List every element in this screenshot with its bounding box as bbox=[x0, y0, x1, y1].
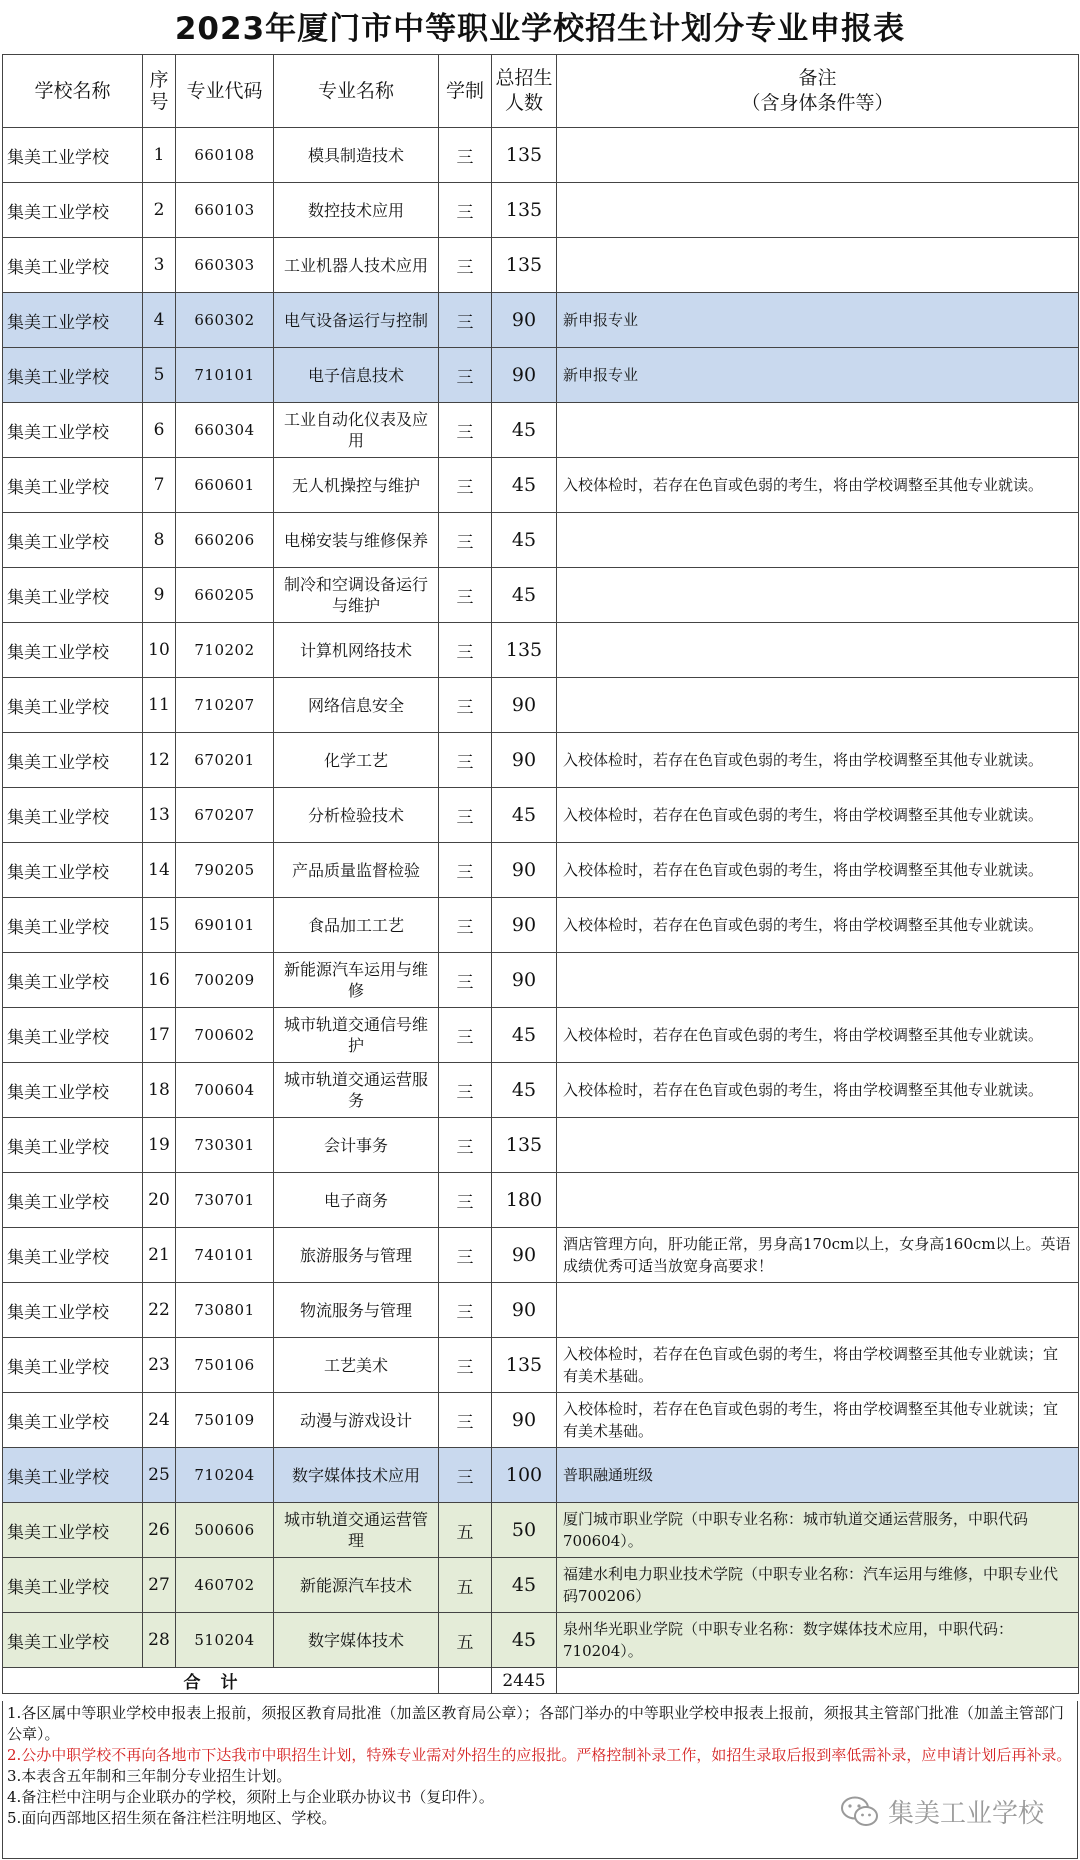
cell-count: 45 bbox=[492, 1558, 557, 1613]
cell-seq: 11 bbox=[143, 678, 176, 733]
cell-note: 入校体检时，若存在色盲或色弱的考生，将由学校调整至其他专业就读；宜有美术基础。 bbox=[557, 1393, 1079, 1448]
cell-school: 集美工业学校 bbox=[3, 183, 143, 238]
cell-code: 750109 bbox=[176, 1393, 274, 1448]
cell-major: 城市轨道交通信号维护 bbox=[274, 1008, 439, 1063]
table-row bbox=[3, 898, 1079, 953]
cell-major: 计算机网络技术 bbox=[274, 623, 439, 678]
table-row bbox=[3, 1063, 1079, 1118]
table-row bbox=[3, 788, 1079, 843]
table-row bbox=[3, 403, 1079, 458]
cell-system: 三 bbox=[439, 843, 492, 898]
cell-count: 90 bbox=[492, 733, 557, 788]
watermark-text: 集美工业学校 bbox=[887, 1799, 1044, 1829]
cell-count: 100 bbox=[492, 1448, 557, 1503]
cell-note bbox=[557, 183, 1079, 238]
cell-count: 45 bbox=[492, 1063, 557, 1118]
table-row bbox=[3, 1558, 1079, 1613]
cell-major: 城市轨道交通运营管理 bbox=[274, 1503, 439, 1558]
table-row bbox=[3, 1393, 1079, 1448]
footnote-item: 1.各区属中等职业学校申报表上报前，须报区教育局批准（加盖区教育局公章）；各部门举办的中等职业学校申报表上报前，须报其主管部门批准（加盖主管部门公章）。 bbox=[7, 1704, 1064, 1743]
cell-school: 集美工业学校 bbox=[3, 1173, 143, 1228]
cell-major: 工艺美术 bbox=[274, 1338, 439, 1393]
cell-school: 集美工业学校 bbox=[3, 898, 143, 953]
cell-note: 入校体检时，若存在色盲或色弱的考生，将由学校调整至其他专业就读。 bbox=[557, 843, 1079, 898]
cell-major: 电气设备运行与控制 bbox=[274, 293, 439, 348]
cell-code: 700602 bbox=[176, 1008, 274, 1063]
table-row bbox=[3, 1228, 1079, 1283]
cell-system: 三 bbox=[439, 898, 492, 953]
cell-seq: 24 bbox=[143, 1393, 176, 1448]
cell-code: 710204 bbox=[176, 1448, 274, 1503]
cell-system: 五 bbox=[439, 1558, 492, 1613]
cell-count: 45 bbox=[492, 568, 557, 623]
footnotes bbox=[2, 1701, 1078, 1859]
cell-school: 集美工业学校 bbox=[3, 1558, 143, 1613]
cell-school: 集美工业学校 bbox=[3, 1118, 143, 1173]
cell-note: 福建水利电力职业技术学院（中职专业名称：汽车运用与维修，中职专业代码700206） bbox=[557, 1558, 1079, 1613]
cell-system: 三 bbox=[439, 678, 492, 733]
header-remark bbox=[557, 55, 1079, 128]
table-row bbox=[3, 843, 1079, 898]
cell-count: 135 bbox=[492, 623, 557, 678]
cell-note bbox=[557, 238, 1079, 293]
cell-code: 500606 bbox=[176, 1503, 274, 1558]
cell-seq: 2 bbox=[143, 183, 176, 238]
cell-major: 物流服务与管理 bbox=[274, 1283, 439, 1338]
cell-note: 入校体检时，若存在色盲或色弱的考生，将由学校调整至其他专业就读。 bbox=[557, 733, 1079, 788]
table-row bbox=[3, 678, 1079, 733]
cell-code: 660304 bbox=[176, 403, 274, 458]
table-row bbox=[3, 513, 1079, 568]
cell-count: 135 bbox=[492, 183, 557, 238]
cell-count: 90 bbox=[492, 953, 557, 1008]
cell-school: 集美工业学校 bbox=[3, 568, 143, 623]
cell-count: 90 bbox=[492, 898, 557, 953]
cell-note: 入校体检时，若存在色盲或色弱的考生，将由学校调整至其他专业就读。 bbox=[557, 458, 1079, 513]
cell-system: 三 bbox=[439, 1008, 492, 1063]
cell-school: 集美工业学校 bbox=[3, 623, 143, 678]
cell-count: 135 bbox=[492, 238, 557, 293]
cell-seq: 27 bbox=[143, 1558, 176, 1613]
cell-note bbox=[557, 953, 1079, 1008]
cell-system: 三 bbox=[439, 568, 492, 623]
cell-code: 730301 bbox=[176, 1118, 274, 1173]
cell-code: 660303 bbox=[176, 238, 274, 293]
cell-major: 城市轨道交通运营服务 bbox=[274, 1063, 439, 1118]
cell-system: 三 bbox=[439, 1118, 492, 1173]
table-row bbox=[3, 458, 1079, 513]
table-row bbox=[3, 733, 1079, 788]
cell-note bbox=[557, 623, 1079, 678]
page-title: 2023年厦门市中等职业学校招生计划分专业申报表 bbox=[174, 11, 906, 47]
cell-note: 普职融通班级 bbox=[557, 1448, 1079, 1503]
total-label: 合计 bbox=[3, 1668, 439, 1694]
watermark bbox=[840, 1793, 1044, 1830]
cell-seq: 15 bbox=[143, 898, 176, 953]
cell-system: 三 bbox=[439, 788, 492, 843]
cell-count: 135 bbox=[492, 1338, 557, 1393]
cell-system: 三 bbox=[439, 238, 492, 293]
cell-code: 670201 bbox=[176, 733, 274, 788]
cell-school: 集美工业学校 bbox=[3, 1503, 143, 1558]
cell-count: 90 bbox=[492, 1283, 557, 1338]
cell-code: 660103 bbox=[176, 183, 274, 238]
cell-code: 690101 bbox=[176, 898, 274, 953]
cell-note bbox=[557, 568, 1079, 623]
cell-count: 45 bbox=[492, 788, 557, 843]
cell-major: 电梯安装与维修保养 bbox=[274, 513, 439, 568]
cell-count: 90 bbox=[492, 293, 557, 348]
cell-count: 45 bbox=[492, 1613, 557, 1668]
cell-system: 三 bbox=[439, 458, 492, 513]
cell-system: 三 bbox=[439, 348, 492, 403]
table-row bbox=[3, 1503, 1079, 1558]
cell-count: 50 bbox=[492, 1503, 557, 1558]
wechat-icon bbox=[840, 1795, 880, 1829]
cell-system: 三 bbox=[439, 403, 492, 458]
header-count: 总招生人数 bbox=[492, 55, 557, 128]
cell-school: 集美工业学校 bbox=[3, 788, 143, 843]
cell-system: 三 bbox=[439, 1173, 492, 1228]
cell-count: 90 bbox=[492, 348, 557, 403]
cell-seq: 13 bbox=[143, 788, 176, 843]
cell-school: 集美工业学校 bbox=[3, 1063, 143, 1118]
footnote-item: 3.本表含五年制和三年制分专业招生计划。 bbox=[7, 1767, 292, 1785]
cell-seq: 26 bbox=[143, 1503, 176, 1558]
cell-code: 700209 bbox=[176, 953, 274, 1008]
cell-system: 五 bbox=[439, 1503, 492, 1558]
cell-system: 三 bbox=[439, 128, 492, 183]
cell-note: 入校体检时，若存在色盲或色弱的考生，将由学校调整至其他专业就读。 bbox=[557, 788, 1079, 843]
table-row bbox=[3, 1173, 1079, 1228]
cell-seq: 25 bbox=[143, 1448, 176, 1503]
cell-school: 集美工业学校 bbox=[3, 1228, 143, 1283]
cell-school: 集美工业学校 bbox=[3, 1613, 143, 1668]
cell-major: 工业机器人技术应用 bbox=[274, 238, 439, 293]
cell-count: 45 bbox=[492, 513, 557, 568]
cell-major: 动漫与游戏设计 bbox=[274, 1393, 439, 1448]
cell-seq: 18 bbox=[143, 1063, 176, 1118]
cell-code: 660601 bbox=[176, 458, 274, 513]
cell-count: 90 bbox=[492, 1228, 557, 1283]
cell-major: 电子商务 bbox=[274, 1173, 439, 1228]
footnote-item: 2.公办中职学校不再向各地市下达我市中职招生计划，特殊专业需对外招生的应报批。严格控制补录工作，如招生录取后报到率低需补录，应申请计划后再补录。 bbox=[7, 1746, 1072, 1764]
table-row bbox=[3, 183, 1079, 238]
cell-seq: 8 bbox=[143, 513, 176, 568]
table-row bbox=[3, 128, 1079, 183]
cell-school: 集美工业学校 bbox=[3, 238, 143, 293]
cell-seq: 4 bbox=[143, 293, 176, 348]
cell-note bbox=[557, 513, 1079, 568]
cell-code: 660205 bbox=[176, 568, 274, 623]
cell-major: 化学工艺 bbox=[274, 733, 439, 788]
cell-seq: 14 bbox=[143, 843, 176, 898]
cell-system: 三 bbox=[439, 183, 492, 238]
cell-major: 工业自动化仪表及应用 bbox=[274, 403, 439, 458]
table-row bbox=[3, 953, 1079, 1008]
total-remark-cell bbox=[557, 1668, 1079, 1694]
cell-seq: 28 bbox=[143, 1613, 176, 1668]
cell-note: 泉州华光职业学院（中职专业名称：数字媒体技术应用，中职代码：710204）。 bbox=[557, 1613, 1079, 1668]
cell-system: 三 bbox=[439, 1393, 492, 1448]
cell-school: 集美工业学校 bbox=[3, 1448, 143, 1503]
cell-major: 数字媒体技术 bbox=[274, 1613, 439, 1668]
cell-seq: 19 bbox=[143, 1118, 176, 1173]
cell-note bbox=[557, 678, 1079, 733]
cell-note: 厦门城市职业学院（中职专业名称：城市轨道交通运营服务，中职代码700604）。 bbox=[557, 1503, 1079, 1558]
footnote-item: 4.备注栏中注明与企业联办的学校，须附上与企业联办协议书（复印件）。 bbox=[7, 1788, 494, 1806]
cell-school: 集美工业学校 bbox=[3, 513, 143, 568]
cell-seq: 12 bbox=[143, 733, 176, 788]
table-row bbox=[3, 238, 1079, 293]
header-remark-line2: （含身体条件等） bbox=[741, 92, 894, 114]
cell-major: 制冷和空调设备运行与维护 bbox=[274, 568, 439, 623]
footnote-item: 5.面向西部地区招生须在备注栏注明地区、学校。 bbox=[7, 1809, 337, 1827]
cell-code: 660206 bbox=[176, 513, 274, 568]
cell-count: 45 bbox=[492, 403, 557, 458]
cell-school: 集美工业学校 bbox=[3, 953, 143, 1008]
header-remark-line1: 备注 bbox=[798, 67, 837, 89]
cell-school: 集美工业学校 bbox=[3, 293, 143, 348]
cell-school: 集美工业学校 bbox=[3, 348, 143, 403]
cell-school: 集美工业学校 bbox=[3, 128, 143, 183]
cell-major: 网络信息安全 bbox=[274, 678, 439, 733]
cell-code: 740101 bbox=[176, 1228, 274, 1283]
cell-code: 710101 bbox=[176, 348, 274, 403]
cell-system: 三 bbox=[439, 1063, 492, 1118]
cell-code: 460702 bbox=[176, 1558, 274, 1613]
table-row bbox=[3, 568, 1079, 623]
cell-seq: 5 bbox=[143, 348, 176, 403]
cell-system: 三 bbox=[439, 1228, 492, 1283]
cell-note bbox=[557, 403, 1079, 458]
cell-major: 无人机操控与维护 bbox=[274, 458, 439, 513]
cell-major: 数控技术应用 bbox=[274, 183, 439, 238]
cell-system: 三 bbox=[439, 1448, 492, 1503]
table-header-row bbox=[3, 55, 1079, 128]
cell-seq: 9 bbox=[143, 568, 176, 623]
cell-seq: 7 bbox=[143, 458, 176, 513]
cell-school: 集美工业学校 bbox=[3, 403, 143, 458]
cell-count: 90 bbox=[492, 1393, 557, 1448]
header-system: 学制 bbox=[439, 55, 492, 128]
cell-code: 710207 bbox=[176, 678, 274, 733]
cell-count: 45 bbox=[492, 458, 557, 513]
cell-major: 旅游服务与管理 bbox=[274, 1228, 439, 1283]
cell-major: 数字媒体技术应用 bbox=[274, 1448, 439, 1503]
cell-major: 食品加工工艺 bbox=[274, 898, 439, 953]
table-body bbox=[3, 128, 1079, 1668]
cell-code: 670207 bbox=[176, 788, 274, 843]
cell-seq: 22 bbox=[143, 1283, 176, 1338]
cell-code: 790205 bbox=[176, 843, 274, 898]
cell-note: 入校体检时，若存在色盲或色弱的考生，将由学校调整至其他专业就读。 bbox=[557, 898, 1079, 953]
cell-count: 90 bbox=[492, 678, 557, 733]
header-school: 学校名称 bbox=[3, 55, 143, 128]
cell-note bbox=[557, 1283, 1079, 1338]
cell-seq: 23 bbox=[143, 1338, 176, 1393]
cell-code: 730701 bbox=[176, 1173, 274, 1228]
cell-major: 会计事务 bbox=[274, 1118, 439, 1173]
cell-count: 135 bbox=[492, 128, 557, 183]
cell-major: 分析检验技术 bbox=[274, 788, 439, 843]
cell-school: 集美工业学校 bbox=[3, 1393, 143, 1448]
cell-seq: 6 bbox=[143, 403, 176, 458]
cell-system: 三 bbox=[439, 293, 492, 348]
cell-seq: 16 bbox=[143, 953, 176, 1008]
cell-system: 三 bbox=[439, 623, 492, 678]
cell-code: 710202 bbox=[176, 623, 274, 678]
cell-system: 三 bbox=[439, 1283, 492, 1338]
cell-system: 三 bbox=[439, 1338, 492, 1393]
cell-major: 新能源汽车运用与维修 bbox=[274, 953, 439, 1008]
cell-seq: 21 bbox=[143, 1228, 176, 1283]
cell-note bbox=[557, 128, 1079, 183]
table-row bbox=[3, 1118, 1079, 1173]
header-seq: 序号 bbox=[143, 55, 176, 128]
cell-school: 集美工业学校 bbox=[3, 678, 143, 733]
table-row bbox=[3, 1283, 1079, 1338]
cell-school: 集美工业学校 bbox=[3, 843, 143, 898]
cell-note: 入校体检时，若存在色盲或色弱的考生，将由学校调整至其他专业就读；宜有美术基础。 bbox=[557, 1338, 1079, 1393]
cell-major: 模具制造技术 bbox=[274, 128, 439, 183]
cell-count: 45 bbox=[492, 1008, 557, 1063]
cell-school: 集美工业学校 bbox=[3, 1008, 143, 1063]
cell-note: 入校体检时，若存在色盲或色弱的考生，将由学校调整至其他专业就读。 bbox=[557, 1063, 1079, 1118]
cell-note bbox=[557, 1118, 1079, 1173]
cell-seq: 3 bbox=[143, 238, 176, 293]
table-row bbox=[3, 348, 1079, 403]
cell-seq: 20 bbox=[143, 1173, 176, 1228]
cell-major: 新能源汽车技术 bbox=[274, 1558, 439, 1613]
cell-note: 入校体检时，若存在色盲或色弱的考生，将由学校调整至其他专业就读。 bbox=[557, 1008, 1079, 1063]
cell-count: 180 bbox=[492, 1173, 557, 1228]
cell-school: 集美工业学校 bbox=[3, 458, 143, 513]
cell-seq: 17 bbox=[143, 1008, 176, 1063]
cell-count: 135 bbox=[492, 1118, 557, 1173]
cell-system: 三 bbox=[439, 733, 492, 788]
cell-major: 产品质量监督检验 bbox=[274, 843, 439, 898]
cell-system: 三 bbox=[439, 953, 492, 1008]
cell-system: 三 bbox=[439, 513, 492, 568]
table-row bbox=[3, 293, 1079, 348]
total-row bbox=[3, 1668, 1079, 1694]
table-row bbox=[3, 623, 1079, 678]
cell-code: 750106 bbox=[176, 1338, 274, 1393]
table-row bbox=[3, 1613, 1079, 1668]
header-code: 专业代码 bbox=[176, 55, 274, 128]
cell-system: 五 bbox=[439, 1613, 492, 1668]
cell-seq: 10 bbox=[143, 623, 176, 678]
cell-count: 90 bbox=[492, 843, 557, 898]
cell-note: 酒店管理方向，肝功能正常，男身高170cm以上，女身高160cm以上。英语成绩优秀可适当放宽身高要求！ bbox=[557, 1228, 1079, 1283]
header-major: 专业名称 bbox=[274, 55, 439, 128]
total-system-cell bbox=[439, 1668, 492, 1694]
cell-school: 集美工业学校 bbox=[3, 1283, 143, 1338]
table-row bbox=[3, 1338, 1079, 1393]
total-count: 2445 bbox=[492, 1668, 557, 1694]
cell-code: 510204 bbox=[176, 1613, 274, 1668]
cell-seq: 1 bbox=[143, 128, 176, 183]
cell-note: 新申报专业 bbox=[557, 293, 1079, 348]
cell-code: 660108 bbox=[176, 128, 274, 183]
cell-code: 700604 bbox=[176, 1063, 274, 1118]
cell-note bbox=[557, 1173, 1079, 1228]
cell-code: 660302 bbox=[176, 293, 274, 348]
cell-school: 集美工业学校 bbox=[3, 733, 143, 788]
cell-code: 730801 bbox=[176, 1283, 274, 1338]
cell-major: 电子信息技术 bbox=[274, 348, 439, 403]
table-row bbox=[3, 1008, 1079, 1063]
cell-note: 新申报专业 bbox=[557, 348, 1079, 403]
cell-school: 集美工业学校 bbox=[3, 1338, 143, 1393]
enrollment-plan-table bbox=[2, 54, 1079, 1694]
table-row bbox=[3, 1448, 1079, 1503]
